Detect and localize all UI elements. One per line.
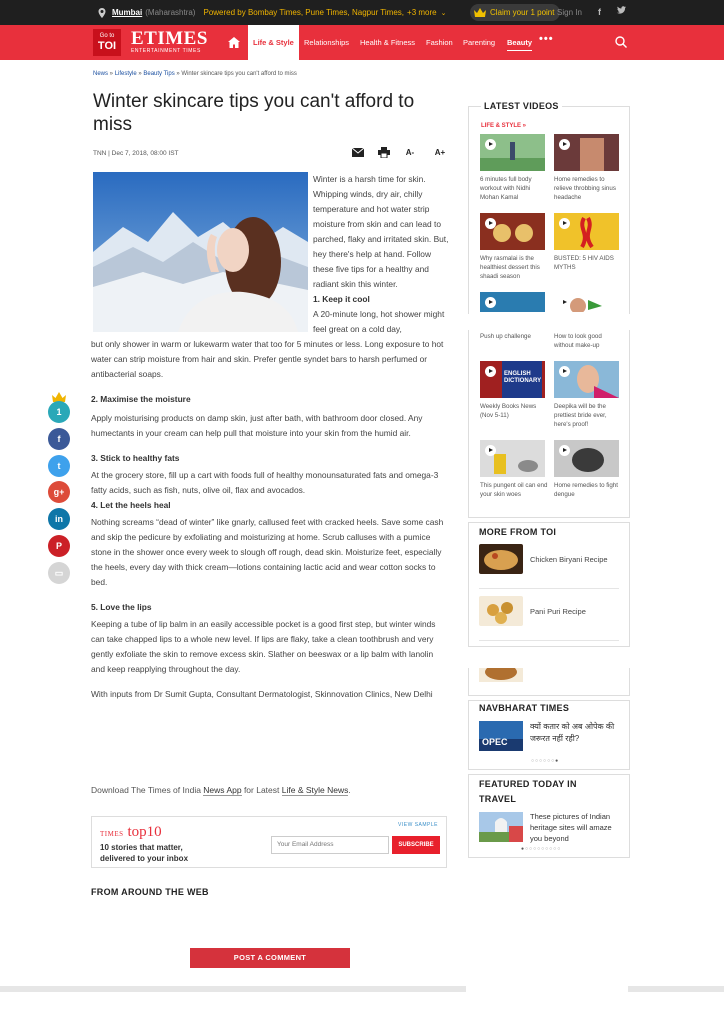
email-icon[interactable] — [351, 146, 365, 158]
twitter-share-icon[interactable]: t — [48, 455, 70, 477]
breadcrumb-current: Winter skincare tips you can't afford to miss — [181, 71, 297, 77]
main-nav — [0, 25, 724, 60]
logo-text: ETIMES — [131, 28, 208, 49]
sign-in-link[interactable]: Sign In — [557, 8, 582, 17]
go-to-label: Go to — [99, 33, 115, 39]
region-label: (Maharashtra) — [145, 8, 196, 17]
facebook-share-icon[interactable]: f — [48, 428, 70, 450]
download-mid: for Latest — [241, 785, 282, 795]
video-caption[interactable]: Home remedies to fight dengue — [554, 482, 618, 498]
featured-line-1: FEATURED TODAY IN — [479, 779, 577, 789]
play-icon — [559, 218, 570, 229]
tip-4-heading: 4. Let the heels heal — [91, 500, 171, 510]
top10-logo — [100, 823, 162, 841]
download-app-line — [91, 785, 351, 795]
tip-1-body: but only shower in warm or lukewarm water that too for 5 minutes or less. Long exposure to hot water can strip moisture from hair and skin. Prefer gentle syndet bars to harsh perfumed or antibacterial soaps. — [91, 339, 444, 379]
video-caption[interactable]: Home remedies to relieve throbbing sinus headache — [554, 176, 616, 201]
video-thumb[interactable] — [480, 361, 545, 398]
bottom-bar — [0, 986, 724, 992]
more-item-pani-puri[interactable] — [479, 596, 586, 626]
tip-2-body: Apply moisturising products on damp skin, just after bath, with bathroom door closed. Any humectants in your cream can help pull that moisture into your skin from the humid air. — [91, 413, 423, 438]
points-badge[interactable]: 1 — [48, 401, 70, 423]
nav-parenting[interactable]: Parenting — [463, 38, 496, 47]
twitter-icon[interactable] — [617, 6, 626, 16]
tip-2-heading: 2. Maximise the moisture — [91, 394, 191, 404]
breadcrumb-news[interactable]: News — [93, 71, 109, 77]
featured-travel-heading — [479, 777, 577, 807]
video-caption[interactable]: Push up challenge — [480, 333, 531, 340]
subscribe-button[interactable]: SUBSCRIBE — [392, 836, 440, 854]
facebook-icon[interactable]: f — [598, 7, 601, 17]
claim-label: Claim your 1 point — [490, 8, 555, 17]
newsletter-box — [91, 816, 447, 868]
search-icon[interactable] — [614, 35, 628, 49]
carousel-dots[interactable]: ○○○○○○● — [531, 758, 560, 764]
video-thumb[interactable] — [554, 292, 619, 312]
tip-1-wrap: A 20-minute long, hot shower might feel great on a cold day, — [313, 309, 445, 334]
view-sample-link[interactable]: VIEW SAMPLE — [398, 822, 438, 828]
article-credits: With inputs from Dr Sumit Gupta, Consultant Dermatologist, Skinnovation Clinics, New Delhi — [91, 689, 433, 699]
play-icon — [559, 366, 570, 377]
tip-4-body: Nothing screams “dead of winter” like gnarly, callused feet with cracked heels. Save some cash and skip the pedicure by exfoliating and moisturizing at home. Scrub calluses with a pumice stone in the shower once every week to slough off rough, dead skin. Moisturize feet, especially the heels, every day with thick cream—lotions containing lactic acid and wear cotton socks to bed. — [91, 517, 444, 587]
tip-1-heading: 1. Keep it cool — [313, 294, 370, 304]
breadcrumb-beauty[interactable]: Beauty Tips — [143, 71, 175, 77]
play-icon — [485, 139, 496, 150]
top10-logo-big: top10 — [127, 824, 162, 840]
video-thumb[interactable] — [554, 440, 619, 477]
play-icon — [559, 445, 570, 456]
play-icon — [485, 366, 496, 377]
pani-puri-thumb — [479, 596, 523, 626]
play-icon — [559, 297, 570, 308]
tip-3-body: At the grocery store, fill up a cart with foods full of healthy monounsaturated fats and omega-3 fatty acids, such as fish, nuts, olive oil, flax and avocados. — [91, 470, 439, 495]
crown-icon — [474, 8, 486, 17]
video-caption[interactable]: Why rasmalai is the healthiest dessert this shaadi season — [480, 255, 540, 280]
nav-more-button[interactable]: ••• — [539, 33, 554, 45]
newsletter-description — [100, 842, 188, 864]
breadcrumb — [93, 71, 297, 77]
newsletter-line-1: 10 stories that matter, — [100, 843, 183, 852]
more-cities-link[interactable]: +3 more — [407, 8, 437, 17]
etimes-logo[interactable] — [131, 30, 208, 54]
video-thumb[interactable] — [554, 213, 619, 250]
breadcrumb-sep: » — [108, 71, 115, 77]
logo-subtext: ENTERTAINMENT TIMES — [131, 48, 201, 54]
video-caption[interactable]: Weekly Books News (Nov 5-11) — [480, 403, 537, 419]
video-thumb[interactable] — [480, 440, 545, 477]
article-intro: Winter is a harsh time for skin. Whipping winds, dry air, chilly temperature and hot water strip moisture from skin and can lead to parched, flaky and irritated skin. But, hey there's help at hand. Follow these five tips for a healthy and radiant skin this winter. — [313, 174, 449, 289]
life-style-tag-link[interactable]: LIFE & STYLE » — [481, 123, 527, 129]
download-pre: Download The Times of India — [91, 785, 204, 795]
location-pin-icon[interactable] — [98, 8, 106, 18]
travel-thumb[interactable] — [479, 812, 523, 842]
nav-relationships[interactable]: Relationships — [304, 38, 350, 47]
chevron-down-icon[interactable]: ⌄ — [440, 9, 447, 17]
newsletter-line-2: delivered to your inbox — [100, 854, 189, 863]
video-caption[interactable]: 6 minutes full body workout with Nidhi Mohan Kamal — [480, 176, 532, 201]
video-thumb[interactable] — [480, 134, 545, 171]
play-icon — [559, 139, 570, 150]
home-icon[interactable] — [220, 25, 248, 60]
navbharat-heading: NAVBHARAT TIMES — [479, 703, 570, 713]
nav-health-fitness[interactable]: Health & Fitness — [360, 38, 416, 47]
video-thumb[interactable] — [554, 361, 619, 398]
page-title: Winter skincare tips you can't afford to miss — [93, 91, 415, 135]
lifestyle-news-link[interactable]: Life & Style News — [281, 785, 349, 795]
article-body — [91, 172, 449, 702]
breadcrumb-sep: » — [136, 71, 144, 77]
video-caption[interactable]: This pungent oil can end your skin woes — [480, 482, 548, 498]
opec-text: OPEC — [482, 737, 508, 747]
tip-3-heading: 3. Stick to healthy fats — [91, 453, 180, 463]
print-icon[interactable] — [377, 146, 391, 158]
more-item-thumb-partial[interactable] — [479, 668, 523, 682]
play-icon — [485, 445, 496, 456]
top-bar — [0, 0, 724, 25]
powered-by-text: Powered by Bombay Times, Pune Times, Nagpur Times, — [203, 8, 405, 17]
video-thumb[interactable] — [480, 213, 545, 250]
pinterest-share-icon[interactable]: P — [48, 535, 70, 557]
toi-label: TOI — [97, 40, 117, 52]
claim-point-button[interactable] — [470, 4, 560, 21]
from-around-web-heading: FROM AROUND THE WEB — [91, 887, 209, 897]
play-icon — [485, 218, 496, 229]
article-tools — [351, 146, 459, 158]
nav-fashion[interactable]: Fashion — [426, 38, 453, 47]
latest-videos-heading: LATEST VIDEOS — [481, 101, 562, 111]
post-comment-button[interactable]: POST A COMMENT — [190, 948, 350, 968]
tip-5-body: Keeping a tube of lip balm in an easily accessible pocket is a good first step, but winter winds can take chapped lips to a whole new level. If lips are flaky, take a clean toothbrush and very gently exfoliate the skin to remove excess skin. Slather on beeswax or a lip balm with lanolin and keep reapplying throughout the day. — [91, 619, 436, 674]
video-thumb[interactable] — [480, 292, 545, 312]
news-app-link[interactable]: News App — [203, 785, 242, 795]
city-link[interactable]: Mumbai — [112, 8, 143, 17]
thumb-text: ENGLISH DICTIONARY — [504, 371, 542, 384]
carousel-dots[interactable]: ●○○○○○○○○○ — [521, 846, 562, 852]
travel-headline[interactable]: These pictures of Indian heritage sites will amaze you beyond — [530, 812, 612, 843]
video-caption[interactable]: Deepika will be the prettiest bride ever, here's proof! — [554, 403, 607, 428]
font-decrease-button[interactable]: A- — [405, 147, 415, 157]
navbharat-thumb[interactable] — [479, 721, 523, 751]
google-plus-share-icon[interactable]: g+ — [48, 481, 70, 503]
comment-icon[interactable]: ▭ — [48, 562, 70, 584]
video-thumb[interactable] — [554, 134, 619, 171]
more-item-label: Pani Puri Recipe — [530, 606, 586, 616]
top10-logo-small: TIMES — [100, 830, 124, 838]
byline: TNN | Dec 7, 2018, 08:00 IST — [93, 150, 179, 157]
tip-5-heading: 5. Love the lips — [91, 602, 152, 612]
email-input[interactable]: Your Email Address — [271, 836, 389, 854]
nav-beauty[interactable]: Beauty — [507, 25, 532, 60]
more-item-biryani[interactable] — [479, 544, 608, 574]
video-caption[interactable]: How to look good without make-up — [554, 333, 602, 349]
more-from-toi-widget — [468, 522, 630, 647]
font-increase-button[interactable]: A+ — [434, 147, 446, 157]
video-caption[interactable]: BUSTED: 5 HIV AIDS MYTHS — [554, 255, 614, 271]
more-item-label: Chicken Biryani Recipe — [530, 554, 608, 564]
more-from-toi-heading: MORE FROM TOI — [479, 527, 557, 537]
biryani-thumb — [479, 544, 523, 574]
featured-line-2: TRAVEL — [479, 794, 517, 804]
nav-life-style[interactable]: Life & Style — [248, 25, 299, 60]
breadcrumb-sep: » — [174, 71, 182, 77]
download-post: . — [348, 785, 351, 795]
navbharat-headline[interactable]: क्यों कतार को अब ओपेक की जरूरत नहीं रही? — [530, 722, 615, 743]
breadcrumb-lifestyle[interactable]: Lifestyle — [114, 71, 137, 77]
linkedin-share-icon[interactable]: in — [48, 508, 70, 530]
play-icon — [485, 297, 496, 308]
go-to-toi-button[interactable] — [93, 29, 121, 56]
